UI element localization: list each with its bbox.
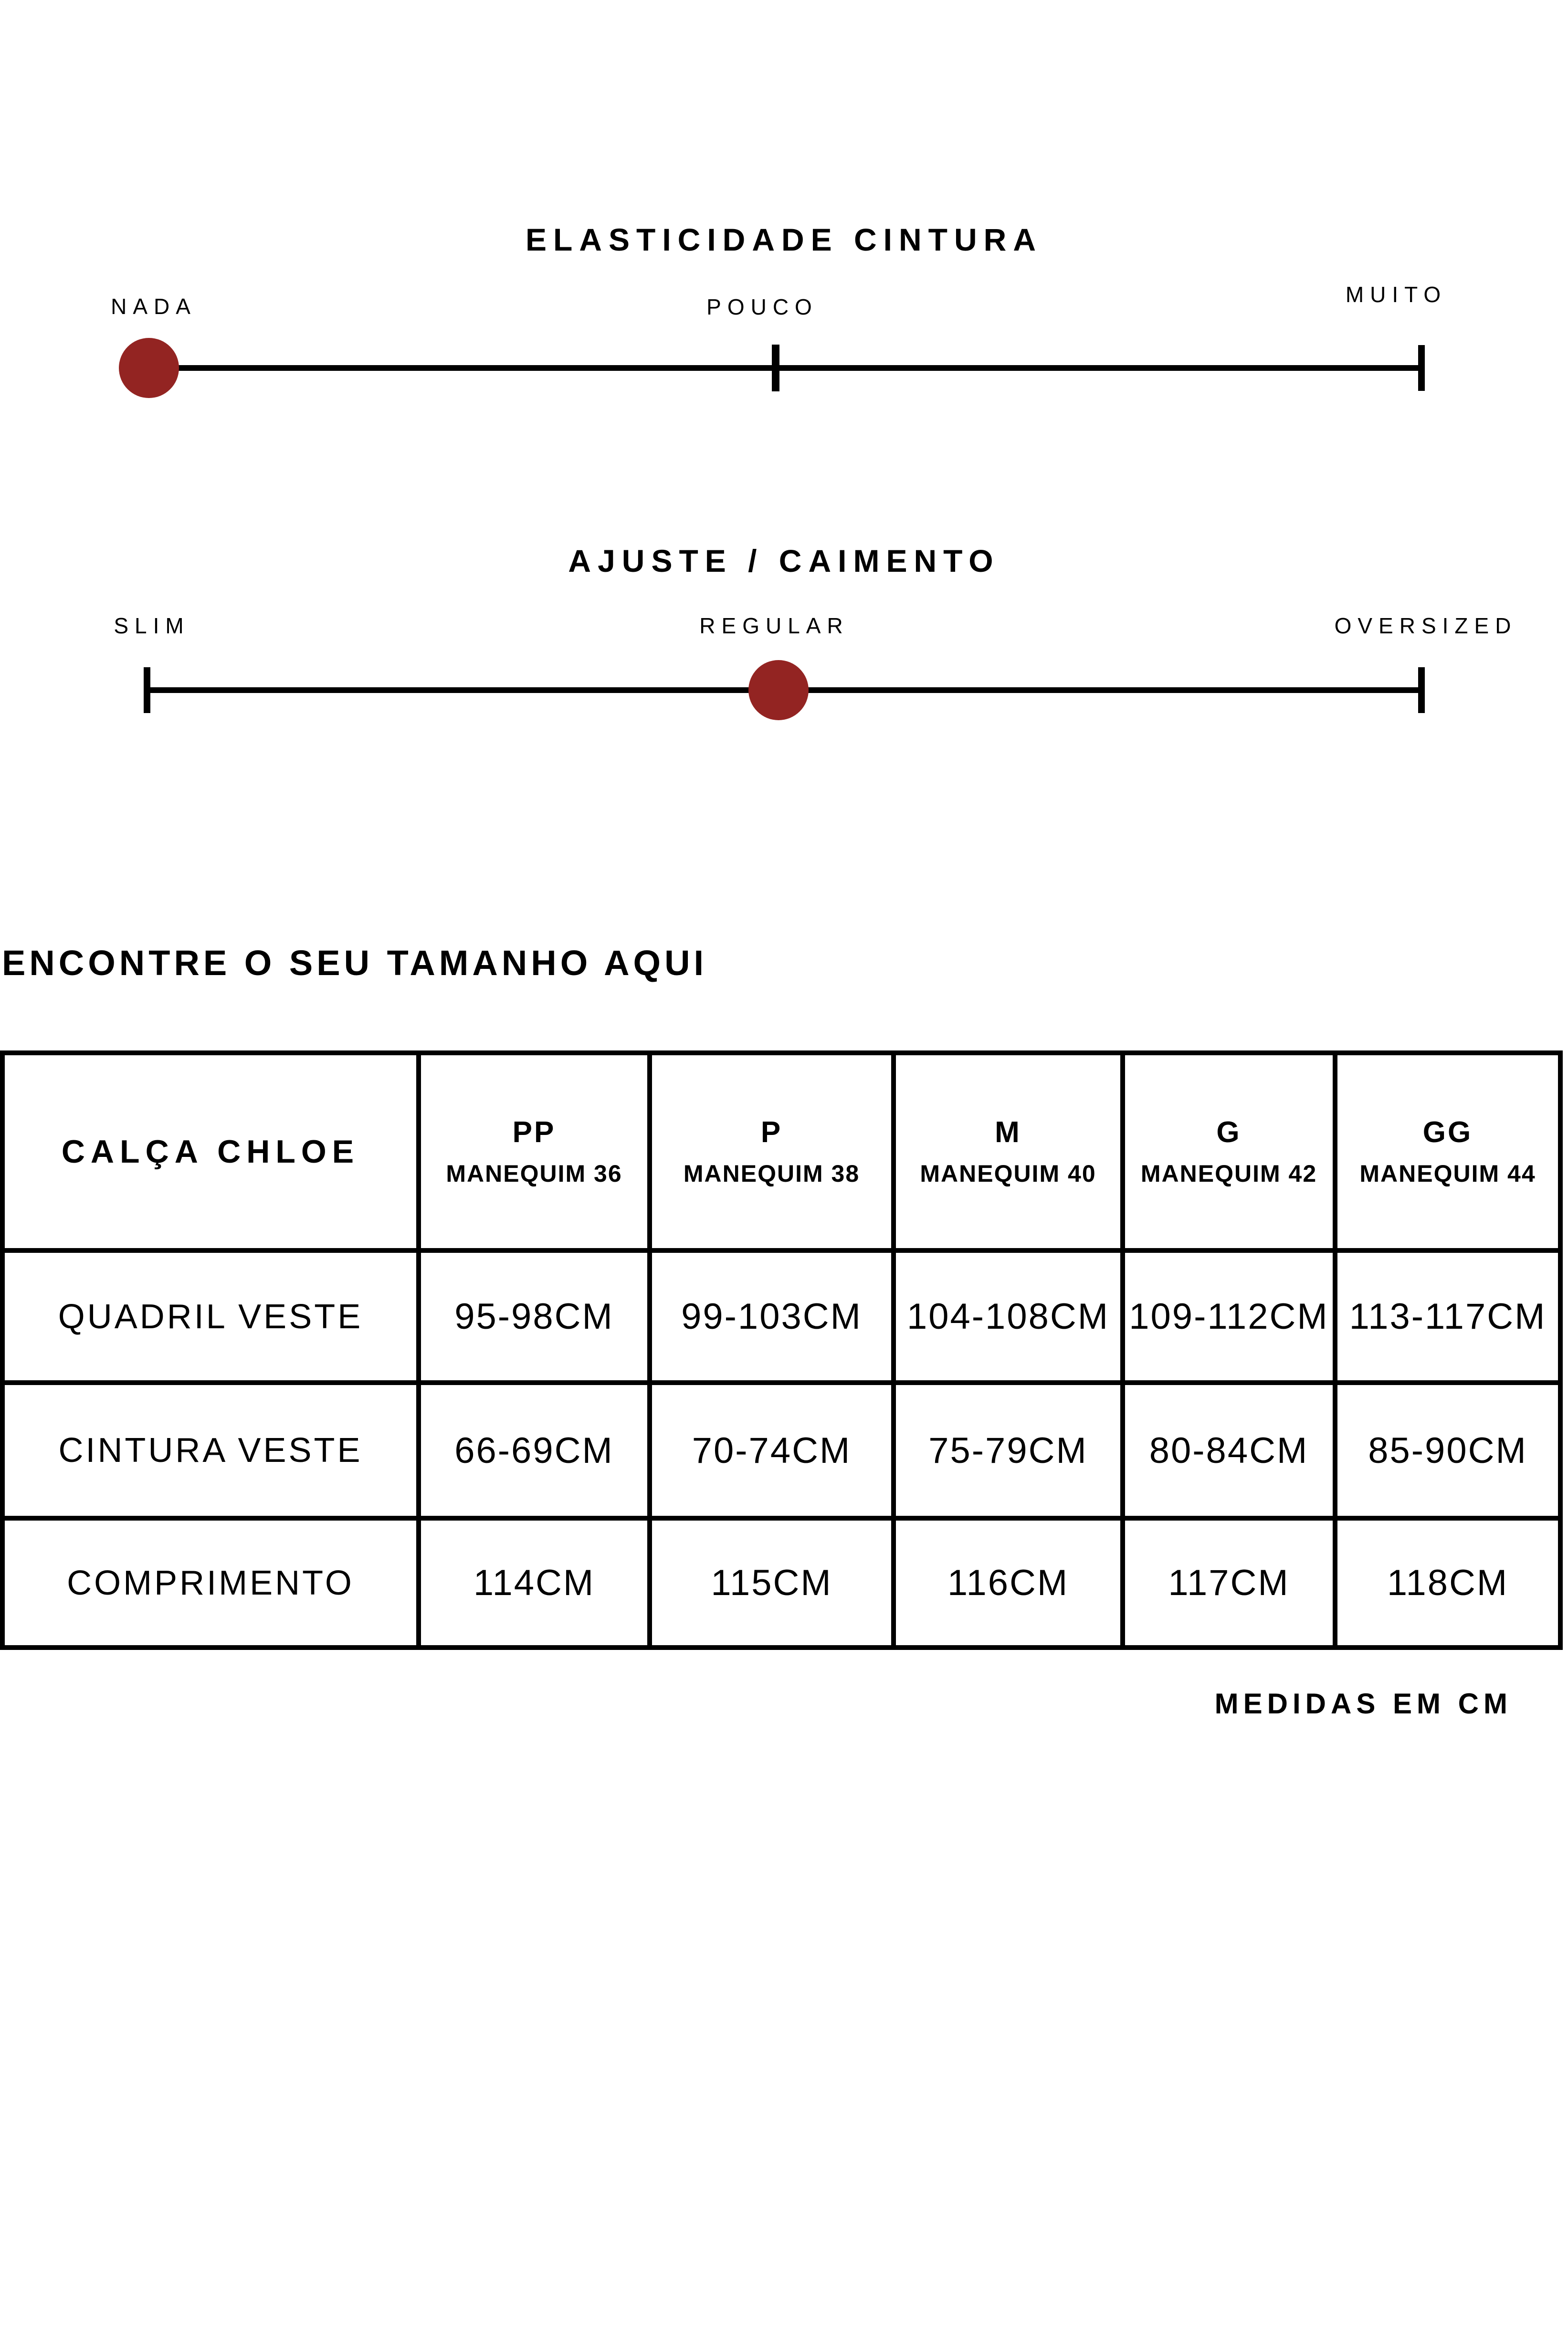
row-label: CINTURA VESTE xyxy=(2,1383,419,1518)
size-mannequin: MANEQUIM 38 xyxy=(683,1160,860,1187)
size-mannequin: MANEQUIM 40 xyxy=(920,1160,1096,1187)
cell-value: 117CM xyxy=(1123,1518,1335,1648)
elasticity-mid-tick xyxy=(772,345,779,391)
cell-value: 70-74CM xyxy=(650,1383,894,1518)
size-col-g xyxy=(1123,1053,1335,1250)
product-name-cell: CALÇA CHLOE xyxy=(2,1053,419,1250)
size-letter: P xyxy=(760,1116,783,1149)
cell-value: 95-98CM xyxy=(419,1250,650,1383)
fit-slider-title: AJUSTE / CAIMENTO xyxy=(568,543,1000,578)
fit-start-tick xyxy=(144,667,150,713)
size-col-p xyxy=(650,1053,894,1250)
size-mannequin: MANEQUIM 42 xyxy=(1140,1160,1317,1187)
fit-end-tick xyxy=(1418,667,1425,713)
size-letter: PP xyxy=(512,1116,556,1149)
size-letter: GG xyxy=(1422,1116,1473,1149)
row-label: QUADRIL VESTE xyxy=(2,1250,419,1383)
measurements-unit-note: MEDIDAS EM CM xyxy=(1214,1688,1512,1720)
cell-value: 66-69CM xyxy=(419,1383,650,1518)
elasticity-slider-title: ELASTICIDADE CINTURA xyxy=(526,222,1042,257)
cell-value: 118CM xyxy=(1335,1518,1560,1648)
cell-value: 116CM xyxy=(894,1518,1123,1648)
size-guide-heading: ENCONTRE O SEU TAMANHO AQUI xyxy=(2,943,708,983)
table-row-comprimento xyxy=(2,1518,1560,1648)
elasticity-slider-track xyxy=(149,365,1421,371)
cell-value: 80-84CM xyxy=(1123,1383,1335,1518)
size-letter: G xyxy=(1216,1116,1242,1149)
row-label: COMPRIMENTO xyxy=(2,1518,419,1648)
size-table xyxy=(0,1050,1563,1650)
cell-value: 113-117CM xyxy=(1335,1250,1560,1383)
size-letter: M xyxy=(995,1116,1021,1149)
size-mannequin: MANEQUIM 44 xyxy=(1359,1160,1536,1187)
fit-label-oversized: OVERSIZED xyxy=(1334,613,1517,638)
cell-value: 114CM xyxy=(419,1518,650,1648)
cell-value: 104-108CM xyxy=(894,1250,1123,1383)
elasticity-label-muito: MUITO xyxy=(1345,282,1447,307)
table-row-cintura xyxy=(2,1383,1560,1518)
cell-value: 85-90CM xyxy=(1335,1383,1560,1518)
cell-value: 109-112CM xyxy=(1123,1250,1335,1383)
cell-value: 75-79CM xyxy=(894,1383,1123,1518)
size-col-m xyxy=(894,1053,1123,1250)
elasticity-label-pouco: POUCO xyxy=(706,294,818,319)
elasticity-end-tick xyxy=(1418,345,1425,391)
table-row-quadril xyxy=(2,1250,1560,1383)
cell-value: 115CM xyxy=(650,1518,894,1648)
size-mannequin: MANEQUIM 36 xyxy=(446,1160,622,1187)
elasticity-label-nada: NADA xyxy=(111,294,197,319)
fit-label-regular: REGULAR xyxy=(699,613,849,638)
cell-value: 99-103CM xyxy=(650,1250,894,1383)
elasticity-marker-dot xyxy=(119,338,179,398)
size-col-gg xyxy=(1335,1053,1560,1250)
fit-marker-dot xyxy=(748,660,809,720)
fit-label-slim: SLIM xyxy=(114,613,190,638)
size-col-pp xyxy=(419,1053,650,1250)
size-table-header-row xyxy=(2,1053,1560,1250)
